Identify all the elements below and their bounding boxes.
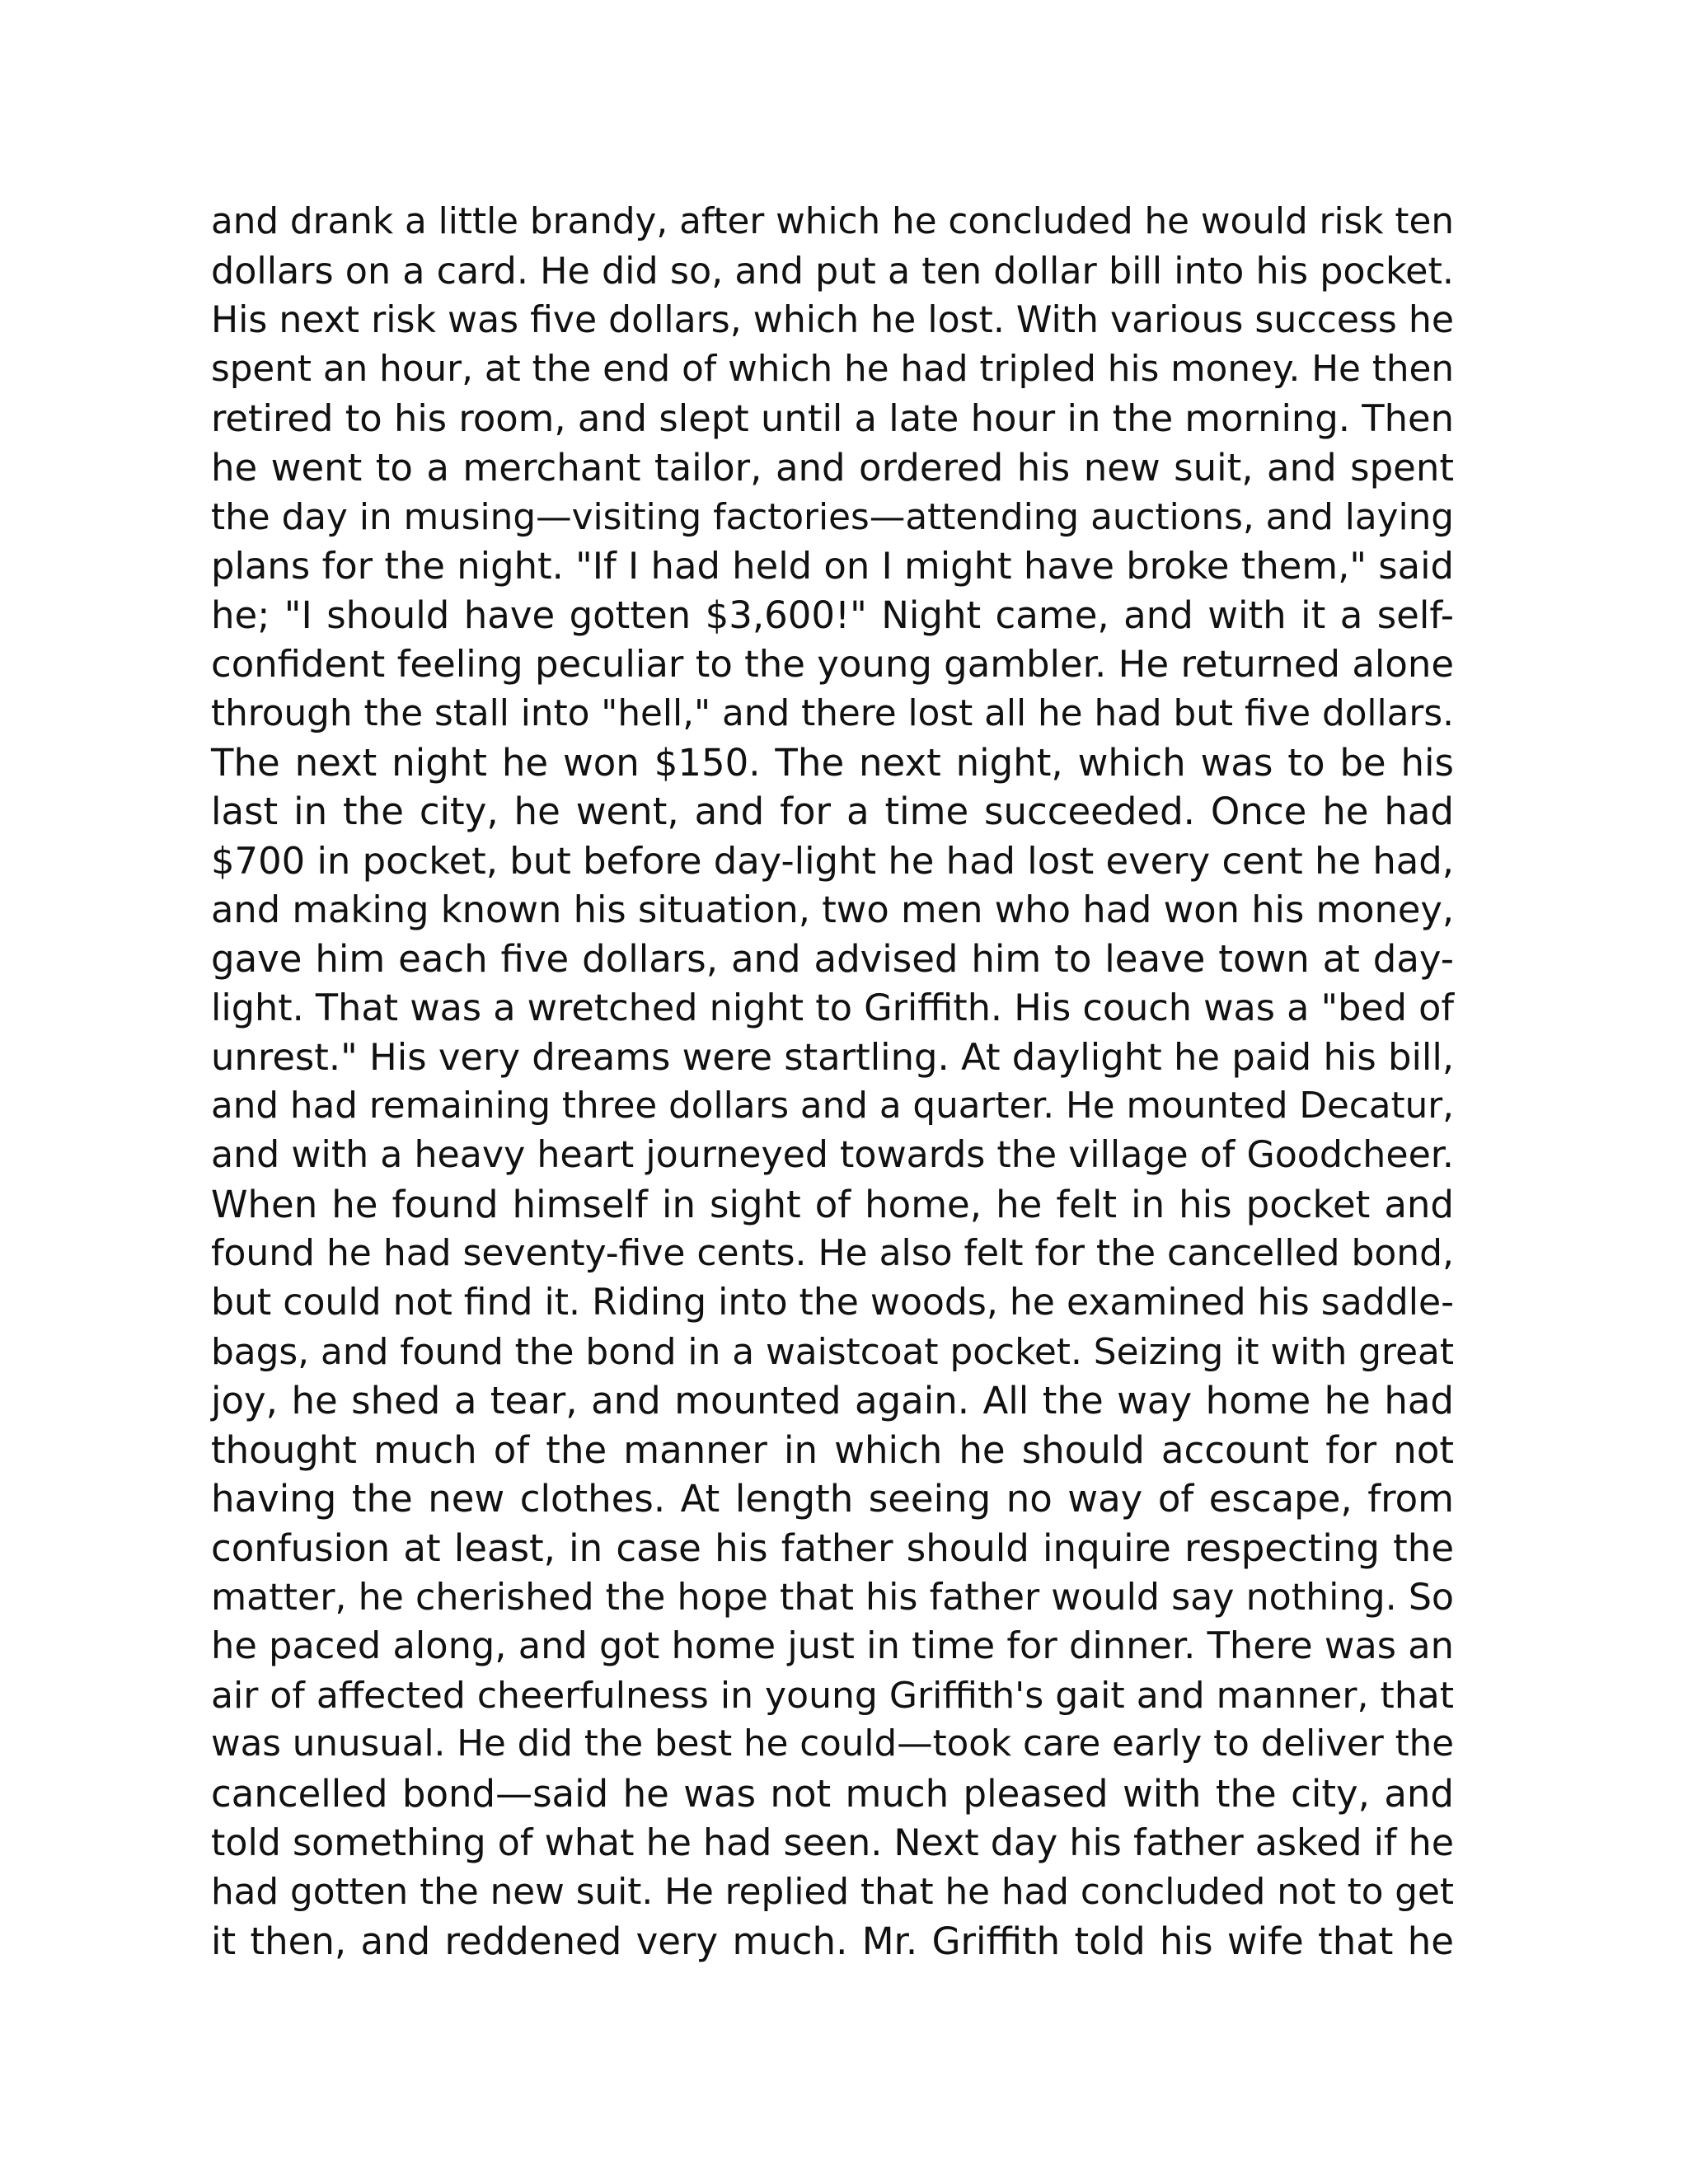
text-line: and had remaining three dollars and a quarter. He mounted Decatur, (211, 1085, 1455, 1127)
text-line: dollars on a card. He did so, and put a ten dollar bill into his pocket. (211, 250, 1454, 293)
text-line: and making known his situation, two men who had won his money, (211, 888, 1455, 932)
text-line: confident feeling peculiar to the young gambler. He returned alone (211, 642, 1454, 687)
text-line: he paced along, and got home just in time for dinner. There was an (211, 1624, 1454, 1668)
text-line: through the stall into "hell," and there lost all he had but five dollars. (211, 691, 1454, 734)
text-line: and drank a little brandy, after which he concluded he would risk ten (211, 201, 1454, 242)
text-line: unrest." His very dreams were startling. At daylight he paid his bill, (211, 1035, 1455, 1080)
text-line: he; "I should have gotten $3,600!" Night came, and with it a self- (211, 593, 1454, 637)
text-line: When he found himself in sight of home, he felt in his pocket and (211, 1182, 1454, 1226)
text-line: last in the city, he went, and for a time succeeded. Once he had (211, 790, 1454, 834)
text-line: he went to a merchant tailor, and ordered his new suit, and spent (211, 445, 1454, 490)
text-line: plans for the night. "If I had held on I might have broke them," said (211, 544, 1454, 588)
text-line: the day in musing—visiting factories—attending auctions, and laying (211, 495, 1454, 538)
text-line: The next night he won $150. The next night, which was to be his (211, 740, 1454, 785)
body-text (211, 198, 1454, 1966)
text-line: bags, and found the bond in a waistcoat pocket. Seizing it with great (211, 1330, 1454, 1373)
text-line: matter, he cherished the hope that his father would say nothing. So (211, 1576, 1454, 1619)
text-line: His next risk was five dollars, which he lost. With various success he (211, 299, 1454, 342)
text-line: having the new clothes. At length seeing no way of escape, from (211, 1477, 1454, 1521)
text-line: spent an hour, at the end of which he had tripled his money. He then (211, 348, 1454, 390)
text-line: confusion at least, in case his father should inquire respecting the (211, 1526, 1454, 1571)
text-line: air of affected cheerfulness in young Griffith's gait and manner, that (211, 1674, 1454, 1717)
text-line: joy, he shed a tear, and mounted again. All the way home he had (211, 1379, 1454, 1423)
text-line: light. That was a wretched night to Griffith. His couch was a "bed of (211, 987, 1454, 1029)
text-line: found he had seventy-five cents. He also felt for the cancelled bond, (211, 1232, 1454, 1275)
text-line: $700 in pocket, but before day-light he had lost every cent he had, (211, 838, 1454, 883)
text-line: it then, and reddened very much. Mr. Griffith told his wife that he (211, 1919, 1454, 1963)
text-line: retired to his room, and slept until a late hour in the morning. Then (211, 396, 1454, 441)
text-line: but could not find it. Riding into the woods, he examined his saddle- (211, 1282, 1454, 1324)
text-line: told something of what he had seen. Next day his father asked if he (211, 1821, 1454, 1864)
text-line: was unusual. He did the best he could—took care early to deliver the (211, 1723, 1454, 1765)
text-line: gave him each five dollars, and advised him to leave town at day- (211, 936, 1454, 981)
text-line: had gotten the new suit. He replied that he had concluded not to get (211, 1871, 1454, 1914)
text-line: cancelled bond—said he was not much pleased with the city, and (211, 1772, 1454, 1816)
text-line: thought much of the manner in which he should account for not (211, 1427, 1454, 1472)
text-line: and with a heavy heart journeyed towards the village of Goodcheer. (211, 1134, 1454, 1177)
